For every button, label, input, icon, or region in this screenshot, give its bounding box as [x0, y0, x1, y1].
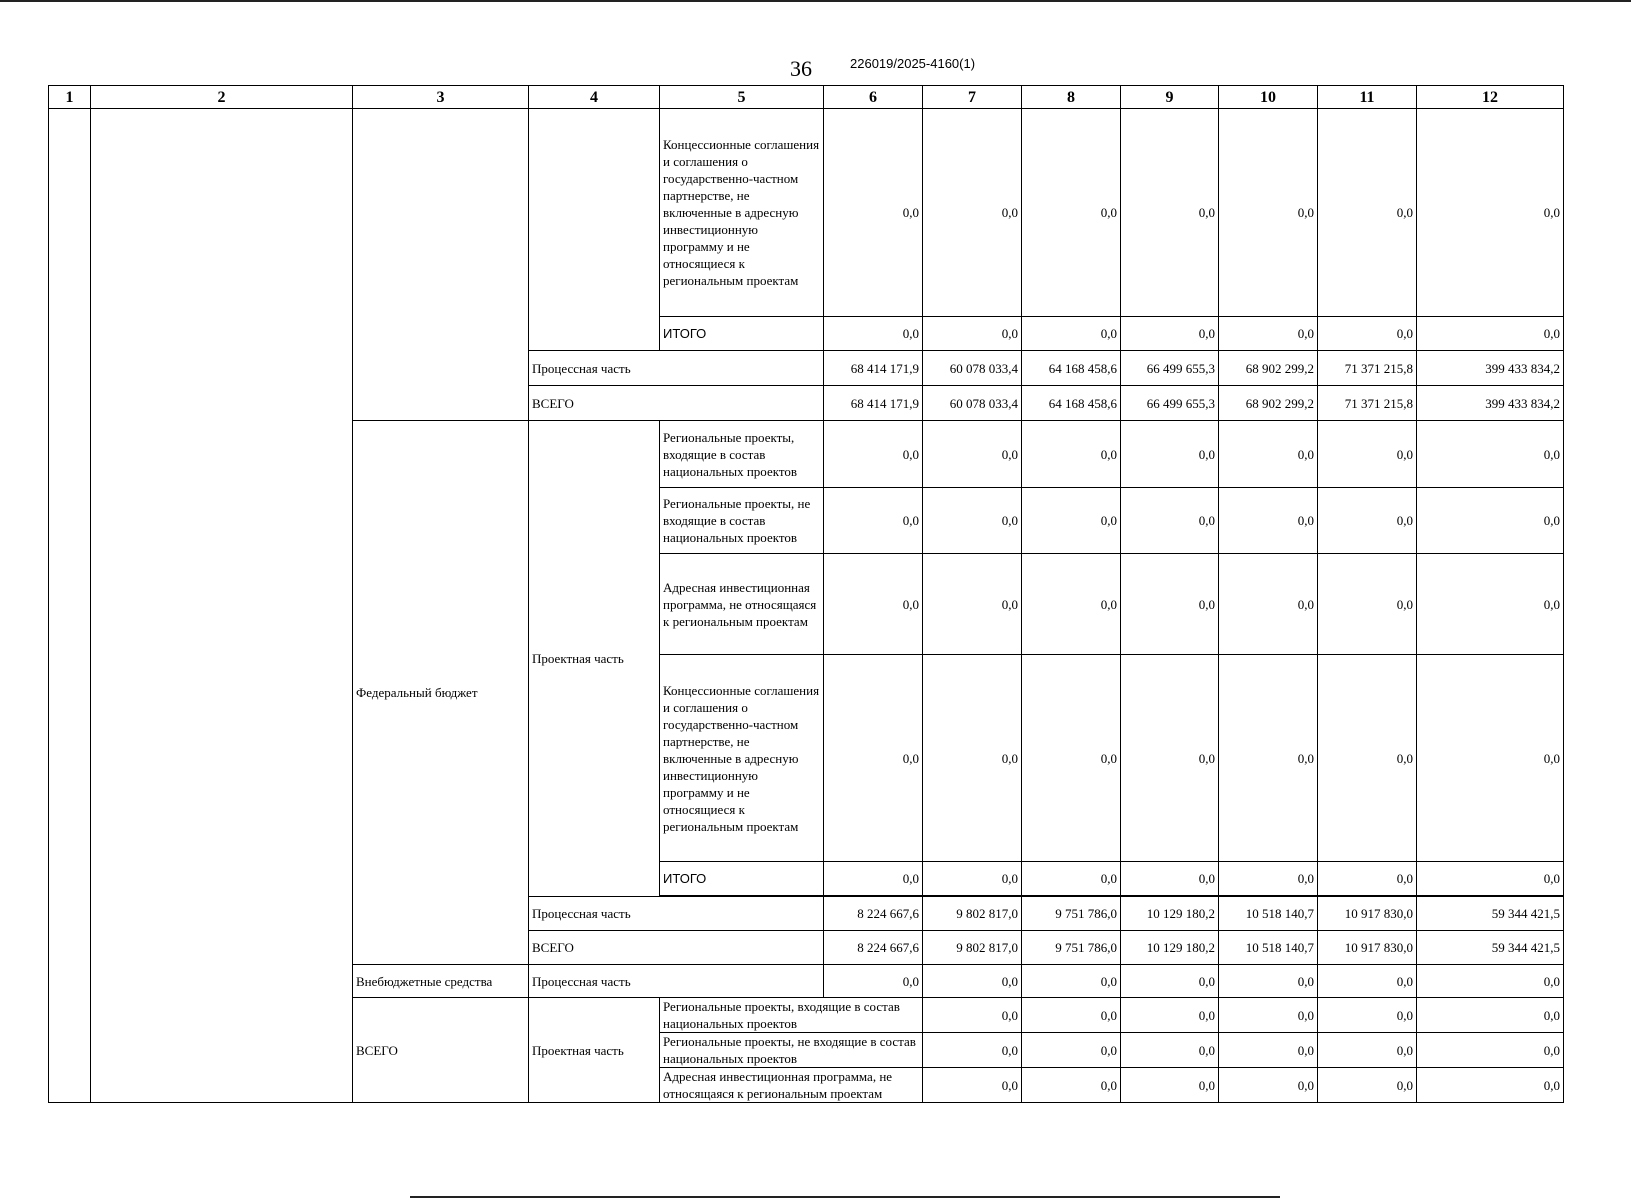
- value-cell: 0,0: [1219, 109, 1318, 317]
- value-cell: 9 802 817,0: [923, 897, 1022, 931]
- value-cell: 0,0: [824, 421, 923, 488]
- value-cell: 0,0: [1121, 109, 1219, 317]
- value-cell: 399 433 834,2: [1417, 351, 1564, 386]
- value-cell: 59 344 421,5: [1417, 931, 1564, 965]
- value-cell: 0,0: [1417, 1068, 1564, 1103]
- value-cell: 0,0: [1318, 488, 1417, 554]
- value-cell: 0,0: [824, 317, 923, 351]
- value-cell: 0,0: [1022, 421, 1121, 488]
- col-header-11: 11: [1318, 86, 1417, 109]
- value-cell: 0,0: [1318, 109, 1417, 317]
- col-header-12: 12: [1417, 86, 1564, 109]
- value-cell: 8 224 667,6: [824, 931, 923, 965]
- value-cell: 0,0: [1121, 1068, 1219, 1103]
- value-cell: 0,0: [1121, 655, 1219, 862]
- row-label-reg-out: Региональные проекты, не входящие в состав национальных проектов: [660, 488, 824, 554]
- value-cell: 0,0: [1022, 965, 1121, 998]
- value-cell: 0,0: [1318, 655, 1417, 862]
- value-cell: 0,0: [923, 862, 1022, 896]
- row-label-itogo: ИТОГО: [660, 862, 824, 896]
- col-header-4: 4: [529, 86, 660, 109]
- value-cell: 0,0: [1022, 317, 1121, 351]
- value-cell: 0,0: [1121, 317, 1219, 351]
- value-cell: 399 433 834,2: [1417, 386, 1564, 421]
- row-label-reg-in: Региональные проекты, входящие в состав национальных проектов: [660, 421, 824, 488]
- col-header-6: 6: [824, 86, 923, 109]
- value-cell: 0,0: [1219, 488, 1318, 554]
- value-cell: 59 344 421,5: [1417, 897, 1564, 931]
- value-cell: 0,0: [1121, 421, 1219, 488]
- value-cell: 0,0: [923, 421, 1022, 488]
- column-number-row: [49, 86, 1564, 109]
- value-cell: 0,0: [1121, 554, 1219, 655]
- row-label-total: ВСЕГО: [529, 931, 824, 965]
- row-label-aip: Адресная инвестиционная программа, не относящаяся к региональным проектам: [660, 1068, 923, 1103]
- value-cell: 0,0: [824, 554, 923, 655]
- value-cell: 0,0: [1417, 421, 1564, 488]
- value-cell: 0,0: [1022, 554, 1121, 655]
- value-cell: 60 078 033,4: [923, 351, 1022, 386]
- value-cell: 0,0: [1219, 1033, 1318, 1068]
- value-cell: 10 129 180,2: [1121, 931, 1219, 965]
- value-cell: 0,0: [1022, 862, 1121, 896]
- value-cell: 0,0: [1219, 1068, 1318, 1103]
- value-cell: 0,0: [1318, 554, 1417, 655]
- value-cell: 9 751 786,0: [1022, 931, 1121, 965]
- value-cell: 10 518 140,7: [1219, 897, 1318, 931]
- value-cell: 0,0: [1318, 1033, 1417, 1068]
- value-cell: 0,0: [923, 317, 1022, 351]
- col-header-7: 7: [923, 86, 1022, 109]
- row-label-total: ВСЕГО: [529, 386, 824, 421]
- value-cell: 0,0: [1219, 554, 1318, 655]
- value-cell: 0,0: [1219, 965, 1318, 998]
- value-cell: 71 371 215,8: [1318, 386, 1417, 421]
- row-label-process: Процессная часть: [529, 897, 824, 931]
- value-cell: 0,0: [1022, 488, 1121, 554]
- col-header-3: 3: [353, 86, 529, 109]
- source-extrabudget: Внебюджетные средства: [353, 965, 529, 998]
- value-cell: 0,0: [1318, 421, 1417, 488]
- value-cell: 0,0: [1417, 488, 1564, 554]
- row-label-reg-out: Региональные проекты, не входящие в состав национальных проектов: [660, 1033, 923, 1068]
- cell-col1: [49, 109, 91, 1103]
- col-header-1: 1: [49, 86, 91, 109]
- value-cell: 0,0: [824, 862, 923, 896]
- value-cell: 0,0: [1219, 655, 1318, 862]
- value-cell: 0,0: [923, 1033, 1022, 1068]
- grand-total-label: ВСЕГО: [353, 998, 529, 1103]
- col-header-9: 9: [1121, 86, 1219, 109]
- value-cell: 0,0: [1022, 1033, 1121, 1068]
- value-cell: 60 078 033,4: [923, 386, 1022, 421]
- value-cell: 10 917 830,0: [1318, 931, 1417, 965]
- col-header-8: 8: [1022, 86, 1121, 109]
- row-label-aip: Адресная инвестиционная программа, не относящаяся к региональным проектам: [660, 554, 824, 655]
- row-label-concession: Концессионные соглашения и соглашения о государственно-частном партнерстве, не включенные в адресную инвестиционную программу и не относящиеся к региональным проектам: [660, 655, 824, 862]
- value-cell: 0,0: [1121, 1033, 1219, 1068]
- value-cell: 0,0: [1318, 965, 1417, 998]
- value-cell: 0,0: [923, 109, 1022, 317]
- value-cell: 0,0: [1417, 655, 1564, 862]
- value-cell: 0,0: [1022, 109, 1121, 317]
- col-header-10: 10: [1219, 86, 1318, 109]
- value-cell: 0,0: [923, 554, 1022, 655]
- row-label-process: Процессная часть: [529, 351, 824, 386]
- row-label-itogo: ИТОГО: [660, 317, 824, 351]
- value-cell: 0,0: [1219, 317, 1318, 351]
- value-cell: 68 414 171,9: [824, 386, 923, 421]
- value-cell: 0,0: [923, 1068, 1022, 1103]
- value-cell: 0,0: [1417, 554, 1564, 655]
- page-number: 36: [790, 56, 812, 81]
- value-cell: 0,0: [923, 655, 1022, 862]
- value-cell: 66 499 655,3: [1121, 351, 1219, 386]
- row-label-reg-in: Региональные проекты, входящие в состав национальных проектов: [660, 998, 923, 1033]
- value-cell: 10 917 830,0: [1318, 897, 1417, 931]
- value-cell: 0,0: [1417, 317, 1564, 351]
- value-cell: 10 129 180,2: [1121, 897, 1219, 931]
- value-cell: 0,0: [1219, 862, 1318, 896]
- value-cell: 0,0: [824, 488, 923, 554]
- source-federal-budget: Федеральный бюджет: [353, 421, 529, 965]
- value-cell: 0,0: [1318, 998, 1417, 1033]
- col-header-5: 5: [660, 86, 824, 109]
- value-cell: 0,0: [1417, 109, 1564, 317]
- value-cell: 0,0: [1022, 998, 1121, 1033]
- table-row: [49, 109, 1564, 317]
- value-cell: 0,0: [824, 965, 923, 998]
- value-cell: 0,0: [1121, 862, 1219, 896]
- row-label-concession: Концессионные соглашения и соглашения о государственно-частном партнерстве, не включенные в адресную инвестиционную программу и не относящиеся к региональным проектам: [660, 109, 824, 317]
- value-cell: 0,0: [923, 965, 1022, 998]
- value-cell: 66 499 655,3: [1121, 386, 1219, 421]
- document-number: 226019/2025-4160(1): [850, 56, 976, 71]
- budget-table: [48, 85, 1564, 1103]
- value-cell: 0,0: [1022, 655, 1121, 862]
- value-cell: 0,0: [1417, 862, 1564, 896]
- value-cell: 9 802 817,0: [923, 931, 1022, 965]
- value-cell: 0,0: [1121, 488, 1219, 554]
- value-cell: 0,0: [923, 998, 1022, 1033]
- value-cell: 0,0: [1417, 965, 1564, 998]
- value-cell: 0,0: [1022, 1068, 1121, 1103]
- value-cell: 10 518 140,7: [1219, 931, 1318, 965]
- part-project-federal: Проектная часть: [529, 421, 660, 897]
- value-cell: 0,0: [1417, 998, 1564, 1033]
- value-cell: 0,0: [1219, 998, 1318, 1033]
- cell-col2: [91, 109, 353, 1103]
- value-cell: 0,0: [1318, 862, 1417, 896]
- value-cell: 0,0: [1219, 421, 1318, 488]
- value-cell: 71 371 215,8: [1318, 351, 1417, 386]
- value-cell: 68 902 299,2: [1219, 386, 1318, 421]
- value-cell: 8 224 667,6: [824, 897, 923, 931]
- value-cell: 64 168 458,6: [1022, 351, 1121, 386]
- value-cell: 0,0: [1318, 317, 1417, 351]
- value-cell: 0,0: [1417, 1033, 1564, 1068]
- value-cell: 64 168 458,6: [1022, 386, 1121, 421]
- value-cell: 68 902 299,2: [1219, 351, 1318, 386]
- value-cell: 0,0: [824, 109, 923, 317]
- cell-source-prev: [353, 109, 529, 421]
- cell-part-prev: [529, 109, 660, 351]
- value-cell: 9 751 786,0: [1022, 897, 1121, 931]
- value-cell: 0,0: [1318, 1068, 1417, 1103]
- value-cell: 68 414 171,9: [824, 351, 923, 386]
- value-cell: 0,0: [1121, 965, 1219, 998]
- value-cell: 0,0: [824, 655, 923, 862]
- row-label-process: Процессная часть: [529, 965, 824, 998]
- scan-bottom-border: [410, 1196, 1280, 1198]
- value-cell: 0,0: [923, 488, 1022, 554]
- scan-top-border: [0, 0, 1631, 2]
- col-header-2: 2: [91, 86, 353, 109]
- value-cell: 0,0: [1121, 998, 1219, 1033]
- part-project-total: Проектная часть: [529, 998, 660, 1103]
